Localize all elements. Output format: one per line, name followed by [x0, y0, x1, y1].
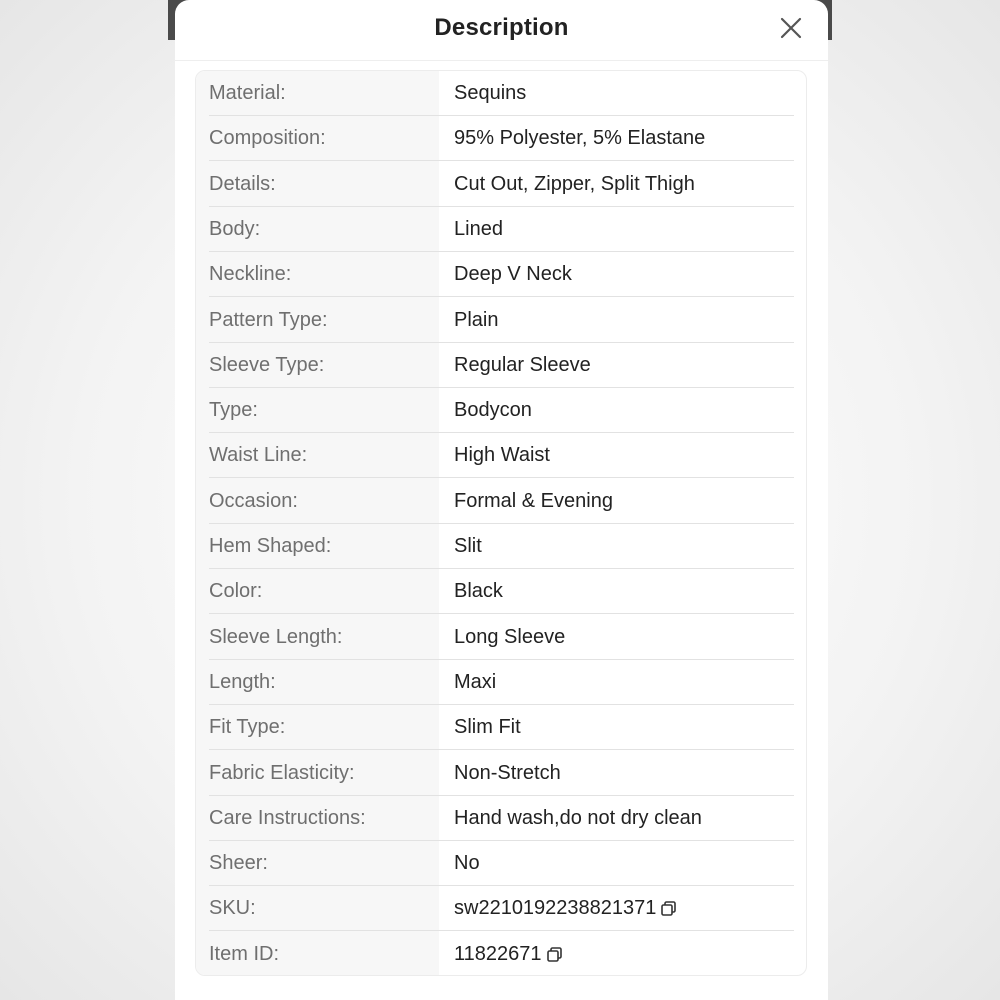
attribute-label: Body:: [209, 217, 261, 240]
attribute-value: Hand wash,do not dry clean: [454, 806, 702, 829]
attribute-value-cell: [454, 490, 613, 513]
attribute-value: Slim Fit: [454, 716, 521, 739]
attribute-row: [196, 886, 806, 931]
attribute-value: sw2210192238821371: [454, 897, 657, 920]
attribute-value-cell: [454, 807, 702, 830]
attribute-value: Sequins: [454, 82, 527, 104]
attribute-row: [196, 162, 806, 207]
attribute-row: [196, 207, 806, 252]
attribute-label: Sleeve Type:: [209, 353, 325, 376]
attribute-row: [196, 343, 806, 388]
attribute-label: Type:: [209, 399, 258, 422]
attribute-value: Plain: [454, 308, 499, 331]
attribute-label: Neckline:: [209, 263, 292, 286]
attribute-label: Item ID:: [209, 942, 280, 965]
sheet-header: [175, 0, 828, 61]
attribute-label: Details:: [209, 172, 276, 195]
attribute-value-cell: [454, 626, 565, 649]
attribute-value-cell: [454, 444, 550, 467]
attribute-row: [196, 433, 806, 478]
attribute-value-cell: [454, 852, 480, 875]
close-icon: [775, 12, 807, 44]
attribute-value: 95% Polyester, 5% Elastane: [454, 127, 706, 150]
attribute-value-cell: [454, 897, 677, 920]
attributes-table: [195, 70, 807, 976]
attribute-value: Formal & Evening: [454, 489, 613, 512]
attribute-row: [196, 524, 806, 569]
attribute-value: Bodycon: [454, 399, 532, 422]
attribute-value-cell: [454, 399, 532, 422]
copy-icon[interactable]: [546, 946, 563, 963]
attribute-row: [196, 796, 806, 841]
sheet-title: Description: [434, 14, 569, 41]
attribute-value-cell: [454, 354, 591, 377]
attribute-value-cell: [454, 943, 563, 966]
attribute-label: Fabric Elasticity:: [209, 761, 355, 784]
attribute-value: Lined: [454, 217, 503, 240]
attribute-value: 11822671: [454, 942, 542, 965]
attribute-label: SKU:: [209, 897, 256, 920]
attribute-value: Non-Stretch: [454, 761, 561, 784]
attribute-label: Color:: [209, 580, 263, 603]
attribute-row: [196, 569, 806, 614]
attribute-row: [196, 932, 806, 976]
attribute-label: Sleeve Length:: [209, 625, 343, 648]
attribute-label: Pattern Type:: [209, 308, 328, 331]
attribute-value: Maxi: [454, 670, 497, 693]
copy-icon[interactable]: [660, 900, 677, 917]
attribute-value: Black: [454, 580, 503, 603]
attribute-value: Regular Sleeve: [454, 353, 591, 376]
attribute-label: Fit Type:: [209, 716, 286, 739]
attribute-value-cell: [454, 762, 561, 785]
attribute-value: Slit: [454, 535, 482, 557]
attribute-row: [196, 615, 806, 660]
attribute-value: High Waist: [454, 444, 550, 467]
attribute-label: Waist Line:: [209, 444, 308, 467]
attribute-row: [196, 841, 806, 886]
attribute-value-cell: [454, 309, 498, 332]
attribute-row: [196, 479, 806, 524]
attribute-value-cell: [454, 535, 482, 558]
attribute-row: [196, 660, 806, 705]
attribute-value: Deep V Neck: [454, 263, 572, 286]
attribute-value-cell: [454, 263, 572, 286]
attribute-value-cell: [454, 716, 521, 739]
attribute-label: Composition:: [209, 127, 326, 150]
description-sheet: [175, 0, 828, 1000]
attribute-label: Material:: [209, 82, 286, 104]
attribute-value: No: [454, 852, 480, 875]
attribute-value-cell: [454, 580, 503, 603]
attribute-value: Cut Out, Zipper, Split Thigh: [454, 172, 695, 195]
attribute-label: Length:: [209, 670, 276, 693]
attribute-row: [196, 252, 806, 297]
attribute-value: Long Sleeve: [454, 625, 566, 648]
attribute-row: [196, 71, 806, 116]
attribute-value-cell: [454, 671, 496, 694]
attribute-row: [196, 751, 806, 796]
attribute-value-cell: [454, 173, 695, 196]
close-button[interactable]: [775, 12, 807, 44]
attribute-row: [196, 388, 806, 433]
attribute-label: Occasion:: [209, 489, 298, 512]
attribute-row: [196, 298, 806, 343]
attribute-row: [196, 705, 806, 750]
attribute-label: Care Instructions:: [209, 806, 366, 829]
attribute-row: [196, 116, 806, 161]
attribute-value-cell: [454, 127, 705, 150]
attribute-value-cell: [454, 218, 503, 241]
attribute-label: Hem Shaped:: [209, 535, 332, 557]
attribute-label: Sheer:: [209, 852, 268, 875]
attribute-value-cell: [454, 82, 526, 105]
